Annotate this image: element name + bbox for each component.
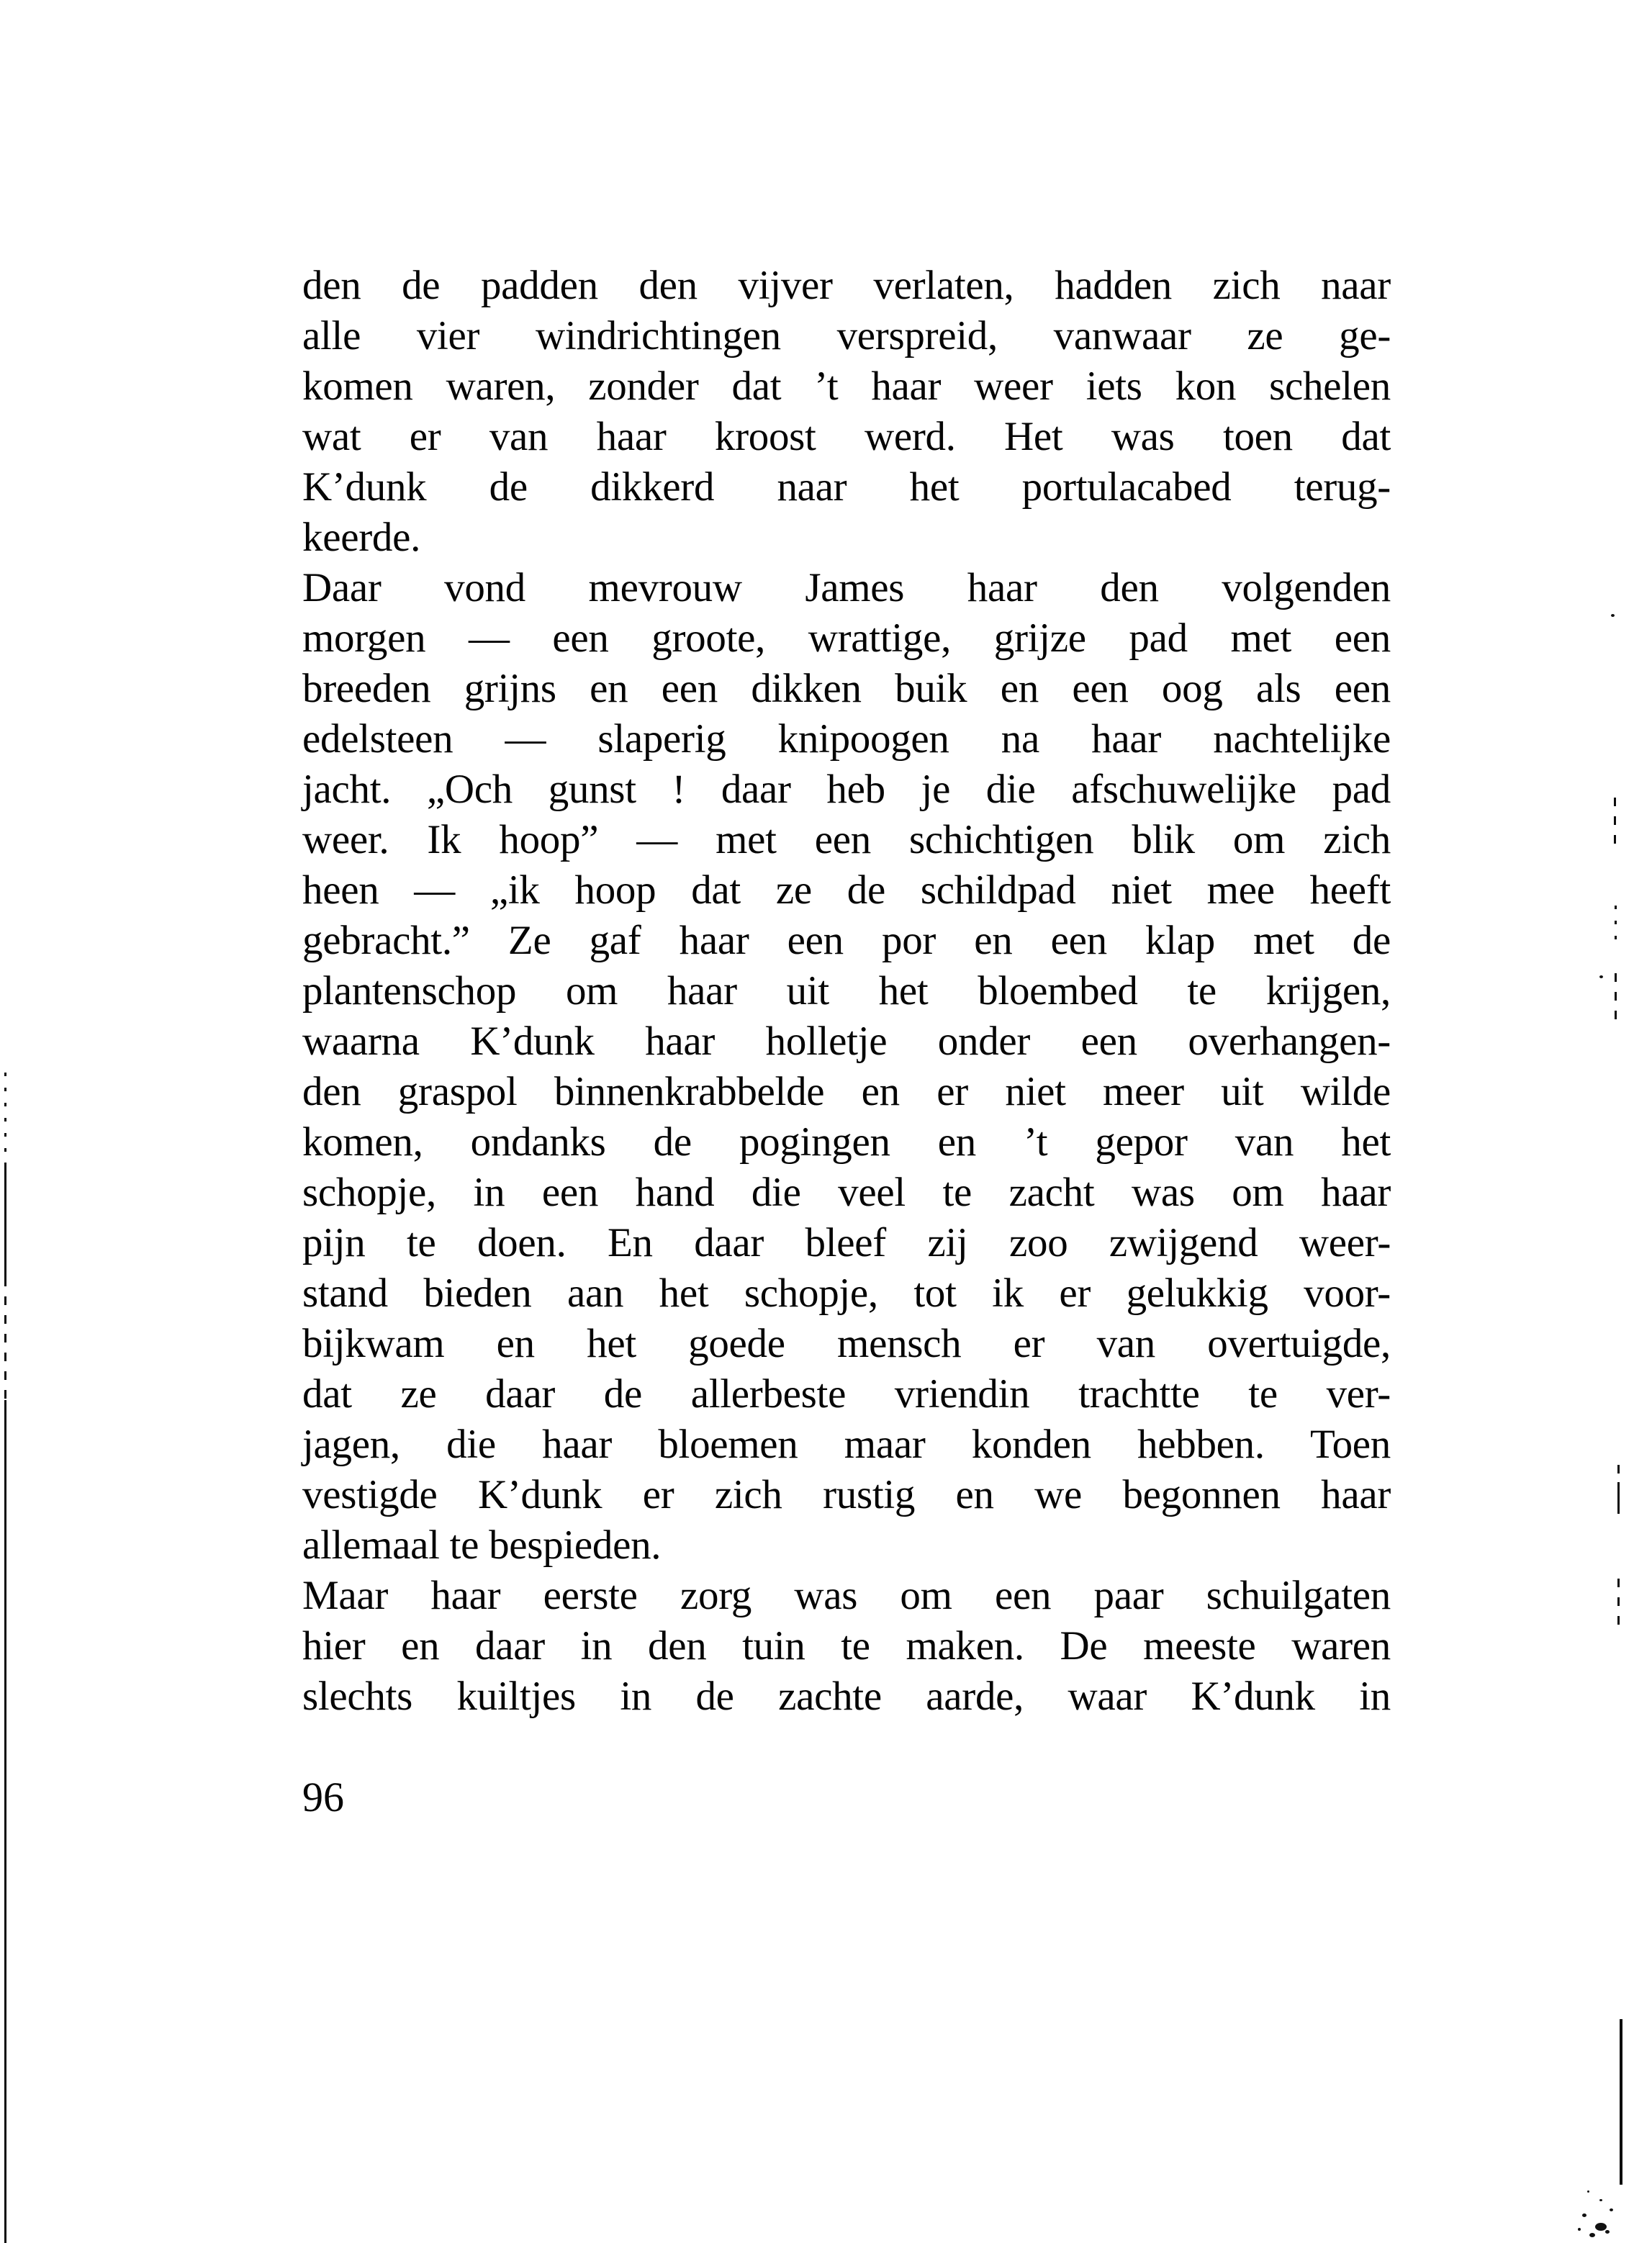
text-line: breeden grijns en een dikken buik en een oog als een	[302, 666, 1391, 711]
text-line: allemaal te bespieden.	[302, 1522, 662, 1568]
text-line: K’dunk de dikkerd naar het portulacabed terug-	[302, 464, 1391, 510]
text-line: keerde.	[302, 515, 421, 560]
text-line: den de padden den vijver verlaten, hadden zich naar	[302, 263, 1391, 308]
scan-artifact-right-dash-1	[1614, 798, 1616, 844]
scan-artifact-dot	[1599, 975, 1603, 978]
text-line: komen, ondanks de pogingen en ’t gepor van het	[302, 1119, 1391, 1165]
text-line: alle vier windrichtingen verspreid, vanwaar ze ge-	[302, 313, 1391, 358]
text-line: schopje, in een hand die veel te zacht was om haar	[302, 1170, 1391, 1215]
scan-artifact-right-dash-3	[1617, 1465, 1620, 1482]
text-line: heen — „ik hoop dat ze de schildpad niet mee heeft	[302, 867, 1391, 913]
text-line: wat er van haar kroost werd. Het was toen dat	[302, 414, 1391, 459]
scan-artifact-left-dashed	[4, 1278, 6, 1400]
scan-artifact-dot	[1611, 614, 1615, 617]
text-line: pijn te doen. En daar bleef zij zoo zwijgend weer-	[302, 1220, 1391, 1265]
scan-artifact-left-solid-1	[4, 1163, 6, 1278]
text-line: stand bieden aan het schopje, tot ik er gelukkig voor-	[302, 1271, 1391, 1316]
text-line: weer. Ik hoop” — met een schichtigen blik om zich	[302, 817, 1391, 862]
text-line: waarna K’dunk haar holletje onder een overhangen-	[302, 1019, 1391, 1064]
text-line: Maar haar eerste zorg was om een paar schuilgaten	[302, 1573, 1391, 1618]
page-number: 96	[302, 1774, 344, 1820]
scan-artifact-left-dotted	[4, 1073, 6, 1163]
scan-artifact-right-solid-2	[1620, 2019, 1622, 2185]
text-line: dat ze daar de allerbeste vriendin trachtte te ver-	[302, 1371, 1391, 1417]
text-line: morgen — een groote, wrattige, grijze pad met een	[302, 615, 1391, 661]
text-line: gebracht.” Ze gaf haar een por en een klap met de	[302, 918, 1391, 963]
text-line: bijkwam en het goede mensch er van overtuigde,	[302, 1321, 1391, 1366]
text-line: den graspol binnenkrabbelde en er niet meer uit wilde	[302, 1069, 1391, 1114]
scan-artifact-left-solid-2	[4, 1400, 6, 2243]
text-line: jacht. „Och gunst ! daar heb je die afschuwelijke pad	[302, 767, 1391, 812]
scan-artifact-right-dots-1	[1615, 906, 1617, 949]
scan-artifact-right-dash-4	[1617, 1579, 1620, 1625]
text-line: plantenschop om haar uit het bloembed te krijgen,	[302, 968, 1391, 1014]
scan-artifact-right-solid-1	[1617, 1482, 1620, 1514]
text-line: slechts kuiltjes in de zachte aarde, waar K’dunk in	[302, 1674, 1391, 1719]
scan-artifact-right-dash-2	[1615, 973, 1617, 1024]
text-line: edelsteen — slaperig knipoogen na haar nachtelijke	[302, 716, 1391, 762]
text-line: Daar vond mevrouw James haar den volgenden	[302, 565, 1391, 610]
text-line: jagen, die haar bloemen maar konden hebben. Toen	[302, 1422, 1391, 1467]
text-line: vestigde K’dunk er zich rustig en we begonnen haar	[302, 1472, 1391, 1517]
text-line: komen waren, zonder dat ’t haar weer iets kon schelen	[302, 364, 1391, 409]
text-line: hier en daar in den tuin te maken. De meeste waren	[302, 1623, 1391, 1669]
body-text	[302, 261, 1391, 1722]
